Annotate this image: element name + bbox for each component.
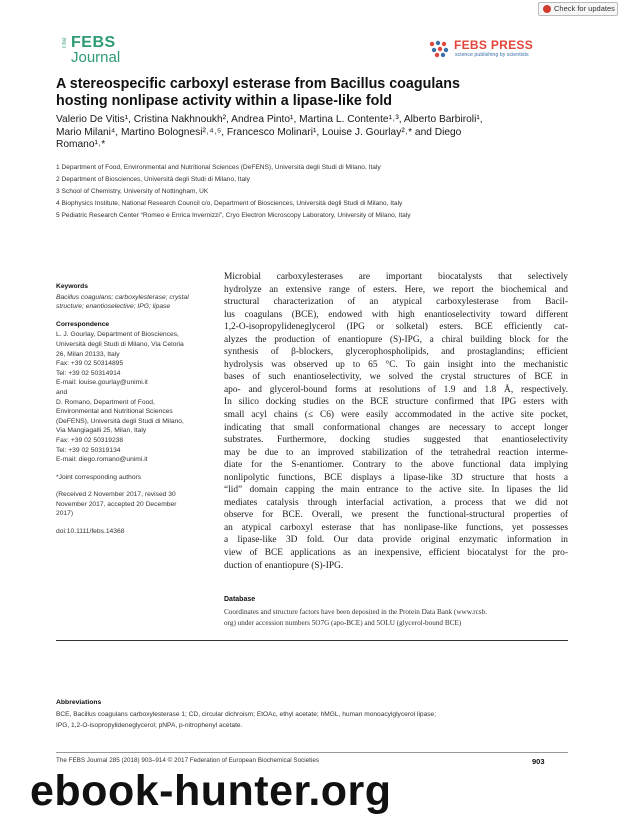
affiliation-item: 2 Department of Biosciences, Università degli Studi di Milano, Italy bbox=[56, 175, 250, 183]
dates-line: November 2017, accepted 20 December bbox=[56, 500, 177, 508]
section-divider bbox=[56, 640, 568, 641]
correspondence-line: L. J. Gourlay, Department of Biosciences, bbox=[56, 331, 179, 339]
abstract-line: diate for the S-enantiomer. Contrary to the above functional data implying bbox=[224, 460, 568, 471]
abstract-line: lus coagulans (BCE), endowed with high enantioselectivity toward different bbox=[224, 309, 568, 320]
keywords-heading: Keywords bbox=[56, 283, 88, 290]
abstract-line: alyzes the production of enantiopure (S)-IPG, a chiral building block for the bbox=[224, 334, 568, 345]
abstract-line: substrates. Furthermore, docking studies suggested that enantioselectivity bbox=[224, 435, 568, 446]
correspondence-line: Fax: +39 02 50319238 bbox=[56, 436, 124, 444]
abstract-line: may be due to an improved stabilization of the tetrahedral reaction interme- bbox=[224, 447, 568, 458]
abstract-line: indicating that small conformational changes are necessary to accept longer bbox=[224, 422, 568, 433]
database-heading: Database bbox=[224, 596, 256, 603]
abstract-line: an atypical carboxyl esterase that has nonlipase-like functions, yet possesses bbox=[224, 522, 568, 533]
correspondence-line: Environmental and Nutritional Sciences bbox=[56, 408, 173, 416]
affiliation-item: 4 Biophysics Institute, National Research Council c/o, Department of Biosciences, Università degli Studi di Milano, Italy bbox=[56, 199, 403, 207]
abstract-line: view of BCE applications as an inexpensive, efficient biocatalyst for the pro- bbox=[224, 548, 568, 559]
correspondence-line: 26, Milan 20133, Italy bbox=[56, 350, 120, 358]
database-line: Coordinates and structure factors have been deposited in the Protein Data Bank (www.rcsb. bbox=[224, 608, 487, 616]
correspondence-heading: Correspondence bbox=[56, 320, 110, 328]
abbreviations-heading: Abbreviations bbox=[56, 699, 102, 706]
affiliation-item: 3 School of Chemistry, University of Nottingham, UK bbox=[56, 187, 209, 195]
article-title bbox=[56, 76, 576, 110]
page-number: 903 bbox=[532, 757, 545, 766]
database-text bbox=[224, 607, 568, 629]
abstract-line: a lipase-like 3D fold. Our data provide original enzymatic information in bbox=[224, 535, 568, 546]
press-tagline: science publishing by scientists bbox=[455, 52, 529, 58]
abstract-line: observe for BCE. Overall, we present the functional-structural properties of bbox=[224, 510, 568, 521]
abstract bbox=[224, 271, 568, 572]
database-line: org) under accession numbers 5O7G (apo-BCE) and 5OLU (glycerol-bound BCE) bbox=[224, 619, 462, 627]
title-line-2: hosting nonlipase activity within a lipase-like fold bbox=[56, 93, 393, 109]
dates-line: (Received 2 November 2017, revised 30 bbox=[56, 491, 176, 499]
article-sidebar bbox=[56, 282, 216, 537]
author-line: Romano¹˒* bbox=[56, 139, 106, 151]
correspondence-line: Tel: +39 02 50314914 bbox=[56, 369, 121, 377]
correspondence-line: D. Romano, Department of Food, bbox=[56, 398, 155, 406]
crossmark-icon bbox=[543, 5, 551, 13]
febs-press-mark-icon bbox=[428, 40, 450, 58]
abbreviations-line: BCE, Bacillus coagulans carboxylesterase 1; CD, circular dichroism; EtOAc, ethyl acetate; hMGL, human monoacylglycerol lipase; bbox=[56, 711, 437, 718]
journal-name-label: Journal bbox=[71, 49, 121, 66]
affiliation-list bbox=[56, 162, 576, 222]
correspondence-line: Università degli Studi di Milano, Via Celoria bbox=[56, 340, 184, 348]
abstract-line: 1,2-O-isopropylideneglycerol (IPG or solketal) esters. BCE efficiently cat- bbox=[224, 322, 568, 333]
journal-febs-label: FEBS bbox=[71, 34, 116, 51]
correspondence-email-link[interactable]: E-mail: diego.romano@unimi.it bbox=[56, 456, 148, 464]
febs-journal-logo bbox=[62, 34, 132, 66]
correspondence-line: Fax: +39 02 50314895 bbox=[56, 360, 124, 368]
check-for-updates-badge[interactable] bbox=[538, 2, 618, 16]
watermark-text: ebook-hunter.org bbox=[30, 767, 392, 815]
abstract-line: mediates catalysis through interfacial activation, a process that we did not bbox=[224, 497, 568, 508]
abstract-line: hydrolysis was observed up to 65 °C. To gain insight into the mechanistic bbox=[224, 359, 568, 370]
abstract-line: In silico docking studies on the BCE structure confirmed that IPG esters with bbox=[224, 397, 568, 408]
abstract-line: small acyl chains (≤ C6) were easily accommodated in the active site pocket, bbox=[224, 410, 568, 421]
correspondence-email-link[interactable]: E-mail: louise.gourlay@unimi.it bbox=[56, 379, 148, 387]
abstract-line: synthesis of β-blockers, glycerophospholipids, and prostaglandins; efficient bbox=[224, 347, 568, 358]
doi-link[interactable]: doi:10.1111/febs.14368 bbox=[56, 528, 125, 536]
abstract-line: bases of such enantioselectivity, we solved the crystal structures of BCE in bbox=[224, 372, 568, 383]
keywords-line: Bacillus coagulans; carboxylesterase; crystal bbox=[56, 293, 189, 301]
abbreviations-line: IPG, 1,2-O-isopropylideneglycerol; pNPA, p-nitrophenyl acetate. bbox=[56, 721, 243, 729]
author-line: Valerio De Vitis¹, Cristina Nakhnoukh², Andrea Pinto¹, Martina L. Contente¹˒³, Alberto Barbiroli¹, bbox=[56, 114, 483, 125]
affiliation-item: 1 Department of Food, Environmental and Nutritional Sciences (DeFENS), Università degli Studi di Milano, Italy bbox=[56, 164, 381, 171]
abstract-line: duction of enantiopure (S)-IPG. bbox=[224, 560, 344, 571]
correspondence-line: (DeFENS), Università degli Studi di Milano, bbox=[56, 417, 184, 425]
title-line-1: A stereospecific carboxyl esterase from Bacillus coagulans bbox=[56, 76, 460, 92]
abstract-line: structural characterization of an atypical carboxylesterase from Bacil- bbox=[224, 297, 568, 308]
press-name: FEBS PRESS bbox=[454, 38, 534, 52]
check-updates-label: Check for updates bbox=[554, 4, 615, 13]
footer-citation: The FEBS Journal 285 (2018) 903–914 © 2017 Federation of European Biochemical Societies bbox=[56, 757, 319, 764]
affiliation-item: 5 Pediatric Research Center “Romeo e Enrica Invernizzi”, Cryo Electron Microscopy Laboratory, University of Milano, Italy bbox=[56, 211, 411, 219]
abbreviations-text bbox=[56, 710, 576, 732]
author-list bbox=[56, 114, 576, 152]
joint-authors-note: *Joint corresponding authors bbox=[56, 473, 142, 481]
journal-the-label: The bbox=[62, 37, 68, 49]
keywords-line: structure; enantioselective; IPG; lipase bbox=[56, 303, 171, 311]
footer-divider bbox=[56, 752, 568, 753]
correspondence-line: and bbox=[56, 388, 68, 396]
abstract-line: hydrolyze an extensive range of esters. Here, we report the biochemical and bbox=[224, 284, 568, 295]
abstract-line: nonlipolytic functions, BCE displays a lipase-like 3D structure that hosts a bbox=[224, 472, 568, 483]
abstract-line: apo- and glycerol-bound forms at resolutions of 1.9 and 1.8 Å, respectively. bbox=[224, 384, 568, 395]
dates-line: 2017) bbox=[56, 510, 74, 518]
correspondence-line: Via Mangiagalli 25, Milan, Italy bbox=[56, 427, 147, 435]
febs-press-logo bbox=[428, 38, 558, 62]
correspondence-line: Tel: +39 02 50319134 bbox=[56, 446, 121, 454]
author-line: Mario Milani⁴, Martino Bolognesi²˒⁴˒⁵, Francesco Molinari¹, Louise J. Gourlay²˒* and Diego bbox=[56, 126, 462, 138]
abstract-line: “lid” domain capping the main entrance to the active site. In lipases the lid bbox=[224, 485, 568, 496]
abstract-line: Microbial carboxylesterases are important biocatalysts that selectively bbox=[224, 272, 568, 282]
